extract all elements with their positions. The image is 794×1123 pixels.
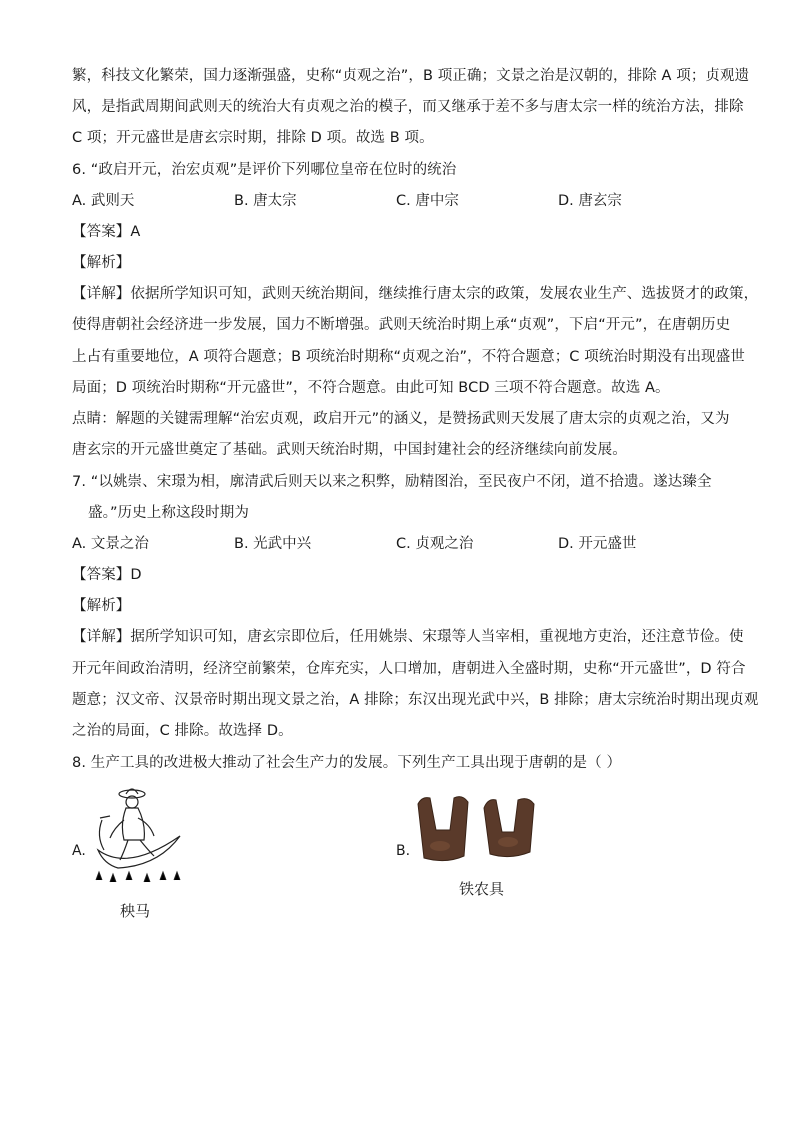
q7-option-b: B. 光武中兴	[234, 536, 312, 552]
q6-option-d: D. 唐玄宗	[558, 193, 622, 209]
q7-answer: 【答案】D	[72, 567, 142, 583]
q6-detail-line: 使得唐朝社会经济进一步发展，国力不断增强。武则天统治时期上承“贞观”，下启“开元”，在唐朝历史	[72, 317, 731, 333]
q8-option-b-label: B.	[396, 843, 411, 859]
q7-stem-cont: 盛。”历史上称这段时期为	[88, 505, 249, 521]
q7-option-c: C. 贞观之治	[396, 536, 474, 552]
q8-option-b-caption: 铁农具	[459, 880, 505, 898]
q6-answer: 【答案】A	[72, 224, 141, 240]
q6-option-b: B. 唐太宗	[234, 193, 297, 209]
q8-option-a-label: A.	[72, 843, 86, 859]
q7-option-d: D. 开元盛世	[558, 536, 637, 552]
yangma-illustration	[88, 780, 188, 890]
iron-tools-illustration	[410, 790, 550, 870]
q6-stem: 6. “政启开元，治宏贞观”是评价下列哪位皇帝在位时的统治	[72, 162, 457, 178]
q7-detail-line: 之治的局面，C 排除。故选择 D。	[72, 723, 293, 739]
q5-analysis-line: 繁，科技文化繁荣，国力逐渐强盛，史称“贞观之治”，B 项正确；文景之治是汉朝的，排除 A 项；贞观遗	[72, 68, 750, 84]
q7-detail-line: 【详解】据所学知识可知，唐玄宗即位后，任用姚崇、宋璟等人当宰相，重视地方吏治，还注意节俭。使	[72, 629, 744, 645]
q7-analysis-tag: 【解析】	[72, 598, 131, 614]
q6-detail-line: 上占有重要地位，A 项符合题意；B 项统治时期称“贞观之治”，不符合题意；C 项统治时期没有出现盛世	[72, 349, 745, 365]
q6-detail-line: 局面；D 项统治时期称“开元盛世”，不符合题意。由此可知 BCD 三项不符合题意。故选 A。	[72, 380, 670, 396]
q6-option-c: C. 唐中宗	[396, 193, 459, 209]
q5-analysis-line: C 项；开元盛世是唐玄宗时期，排除 D 项。故选 B 项。	[72, 130, 434, 146]
q6-analysis-tag: 【解析】	[72, 255, 131, 271]
q7-detail-line: 题意；汉文帝、汉景帝时期出现文景之治，A 排除；东汉出现光武中兴，B 排除；唐太宗统治时期出现贞观	[72, 692, 759, 708]
q8-stem: 8. 生产工具的改进极大推动了社会生产力的发展。下列生产工具出现于唐朝的是（ ）	[72, 755, 622, 771]
q7-detail-line: 开元年间政治清明，经济空前繁荣，仓库充实，人口增加，唐朝进入全盛时期，史称“开元盛世”，D 符合	[72, 661, 746, 677]
q7-stem: 7. “以姚崇、宋璟为相，廓清武后则天以来之积弊，励精图治，至民夜户不闭，道不拾遗。遂达臻全	[72, 474, 712, 490]
q6-note-line: 唐玄宗的开元盛世奠定了基础。武则天统治时期，中国封建社会的经济继续向前发展。	[72, 442, 627, 458]
q6-note-line: 点睛：解题的关键需理解“治宏贞观，政启开元”的涵义，是赞扬武则天发展了唐太宗的贞观之治，又为	[72, 411, 730, 427]
q6-option-a: A. 武则天	[72, 193, 135, 209]
q5-analysis-line: 风，是指武周期间武则天的统治大有贞观之治的模子，而又继承于差不多与唐太宗一样的统治方法，排除	[72, 99, 744, 115]
q7-option-a: A. 文景之治	[72, 536, 149, 552]
q8-option-a-caption: 秧马	[120, 902, 151, 920]
q6-detail-line: 【详解】依据所学知识可知，武则天统治期间，继续推行唐太宗的政策，发展农业生产、选拔贤才的政策，	[72, 286, 759, 302]
